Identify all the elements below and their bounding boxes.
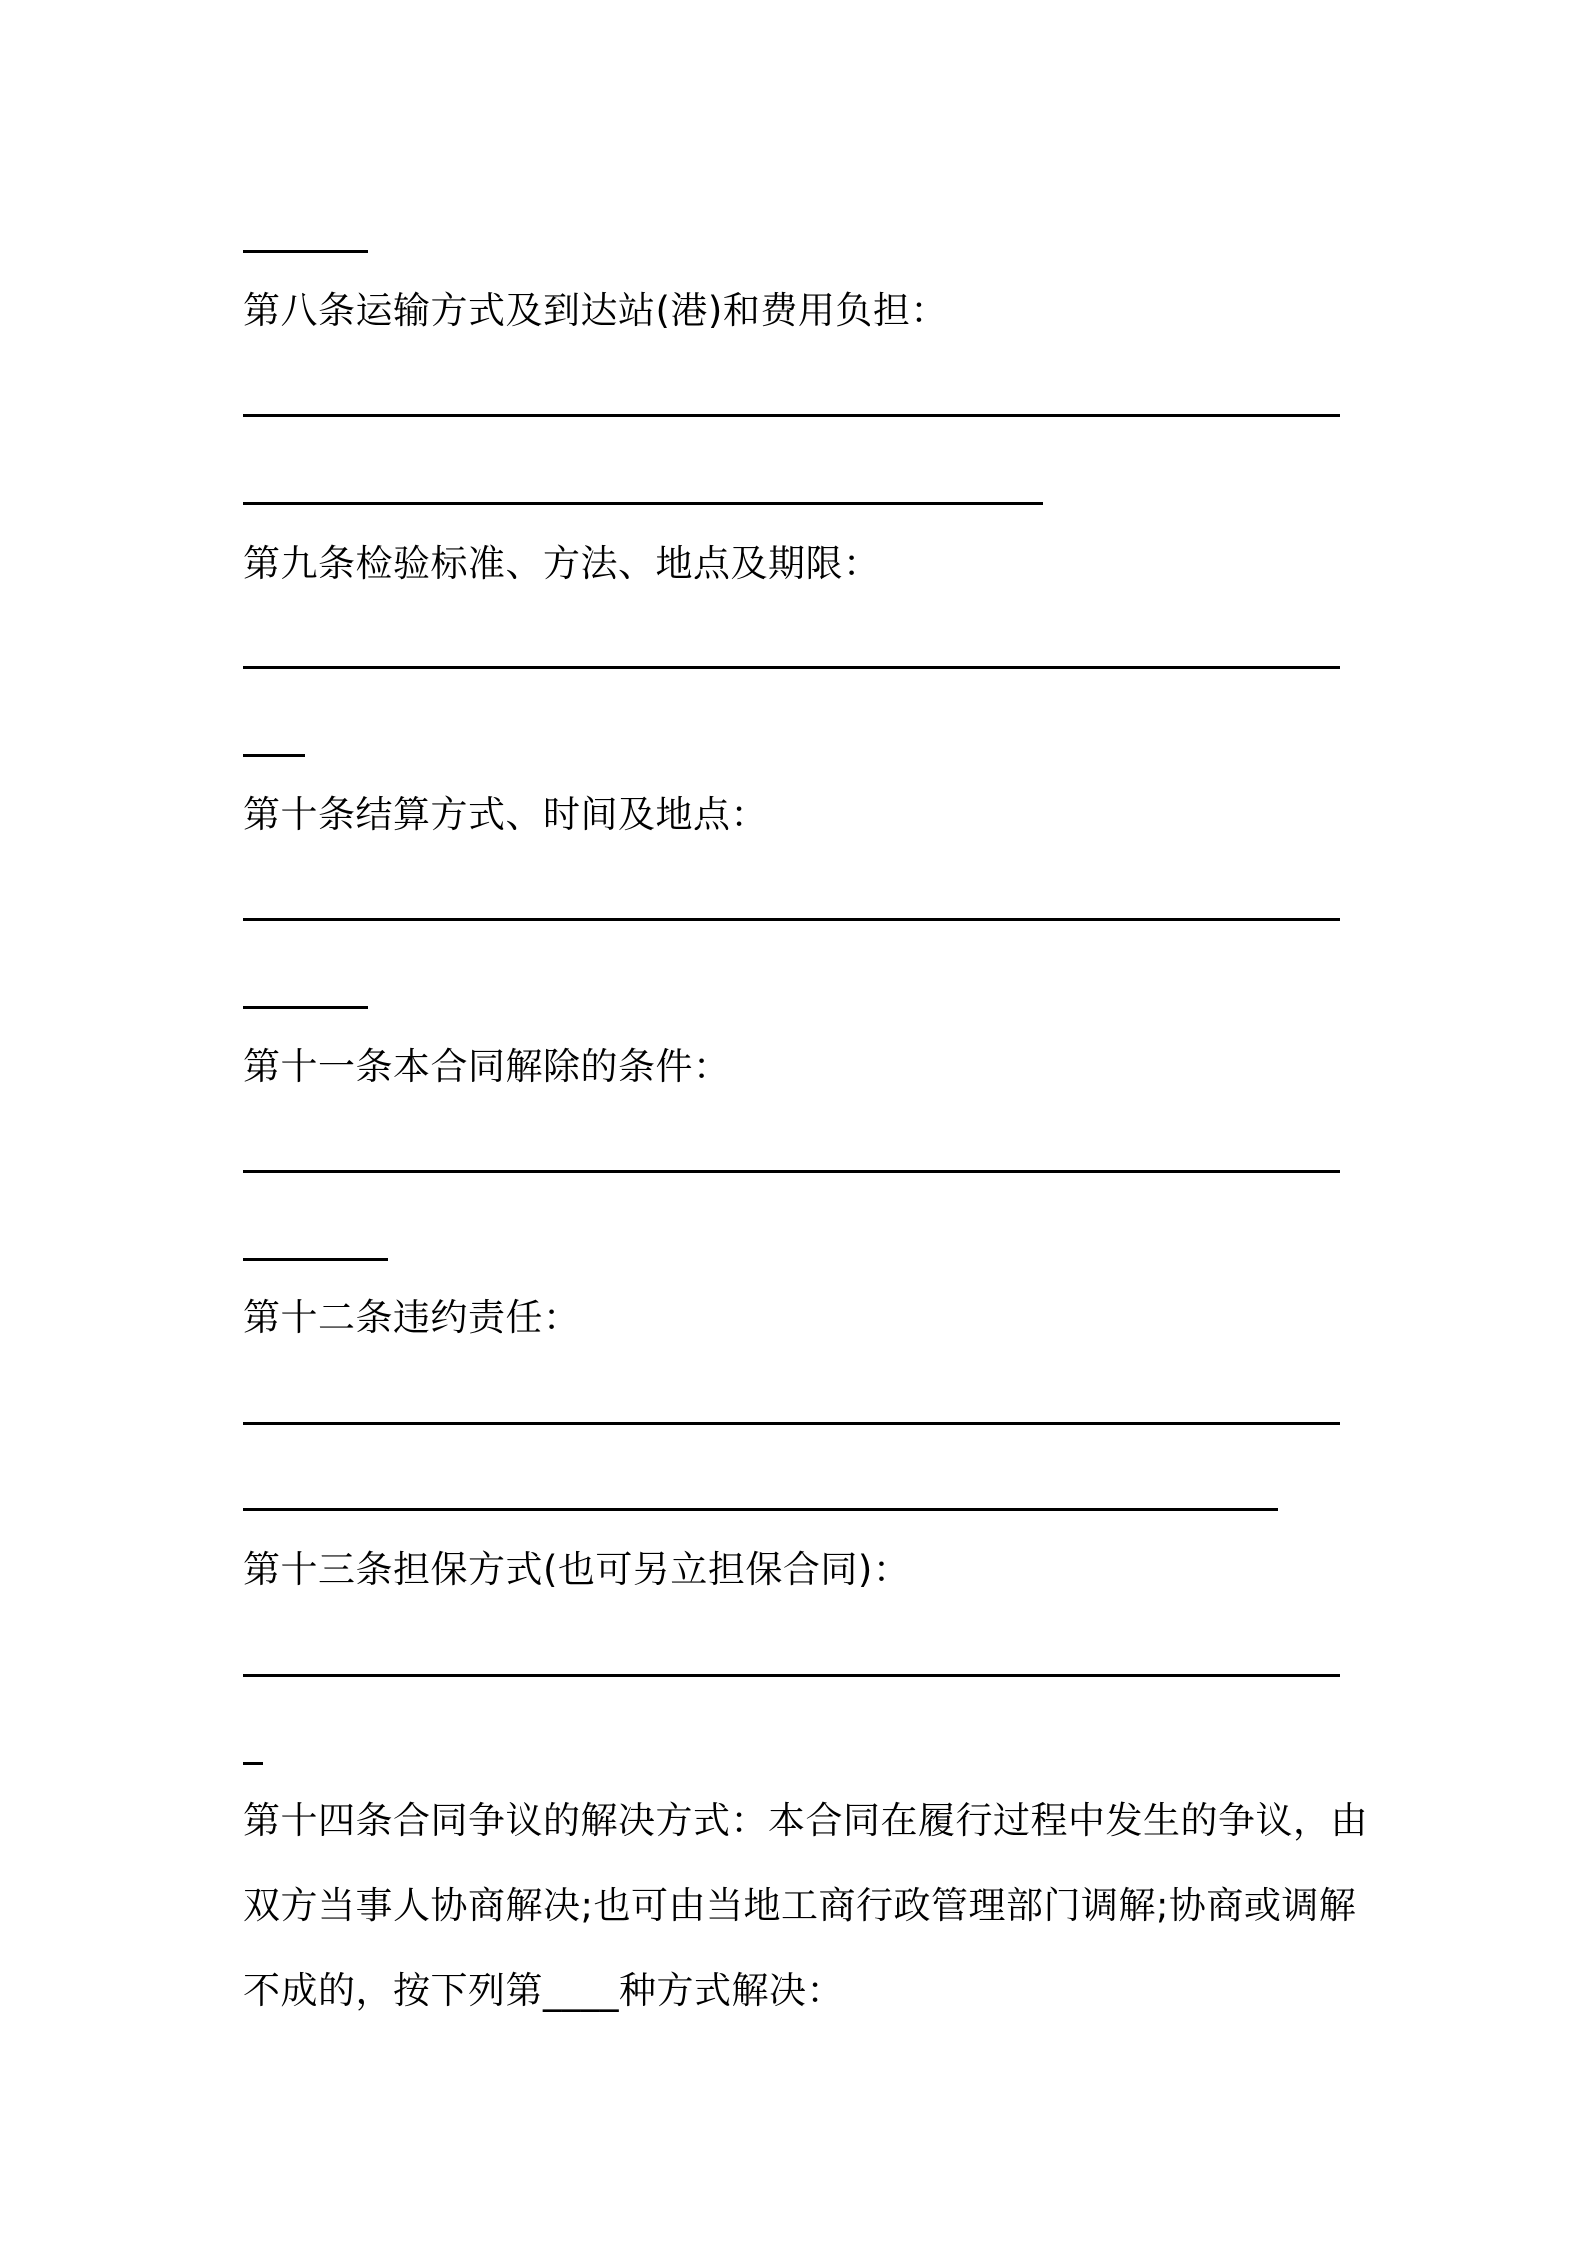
blank-line <box>243 918 1340 921</box>
blank-line <box>243 754 305 757</box>
article-8-title: 第八条运输方式及到达站(港)和费用负担： <box>243 289 948 332</box>
article-11-title: 第十一条本合同解除的条件： <box>243 1045 731 1088</box>
blank-line <box>243 1508 1278 1511</box>
blank-line <box>243 1674 1340 1677</box>
article-10-title: 第十条结算方式、时间及地点： <box>243 793 768 836</box>
blank-line <box>243 250 368 253</box>
blank-line <box>243 1762 263 1765</box>
article-13-title: 第十三条担保方式(也可另立担保合同)： <box>243 1548 911 1591</box>
article-14-line-2: 双方当事人协商解决;也可由当地工商行政管理部门调解;协商或调解 <box>243 1884 1357 1927</box>
blank-line <box>243 1170 1340 1173</box>
blank-line <box>243 1422 1340 1425</box>
article-12-title: 第十二条违约责任： <box>243 1296 581 1339</box>
article-9-title: 第九条检验标准、方法、地点及期限： <box>243 542 881 585</box>
blank-line <box>243 502 1043 505</box>
blank-line <box>243 1006 368 1009</box>
blank-line <box>243 1258 388 1261</box>
article-14-line-3: 不成的，按下列第____种方式解决： <box>243 1969 844 2012</box>
blank-line <box>243 666 1340 669</box>
blank-line <box>243 414 1340 417</box>
article-14-line-1: 第十四条合同争议的解决方式：本合同在履行过程中发生的争议，由 <box>243 1799 1368 1842</box>
